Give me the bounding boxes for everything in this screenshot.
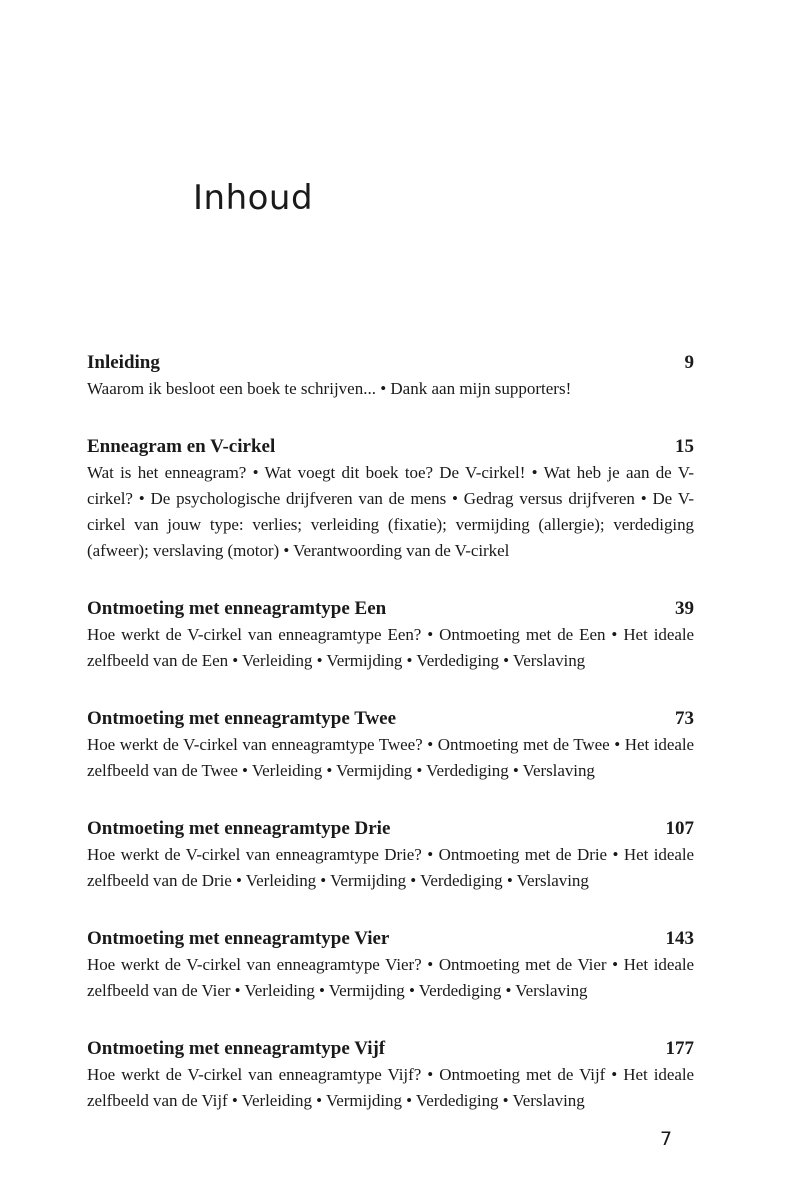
toc-entry-page: 177 bbox=[665, 1038, 694, 1059]
toc-entry-page: 143 bbox=[665, 928, 694, 949]
toc-entry-description: Hoe werkt de V-cirkel van enneagramtype Een? • Ontmoeting met de Een • Het ideale zelfbeeld van de Een • Verleiding • Vermijding • Verdediging • Verslaving bbox=[87, 625, 694, 670]
toc-entry-header bbox=[87, 596, 694, 622]
page-title: Inhoud bbox=[193, 178, 314, 218]
toc-entry-header bbox=[87, 706, 694, 732]
toc-entry-inleiding bbox=[87, 350, 694, 402]
toc-entry-heading: Ontmoeting met enneagramtype Vier bbox=[87, 928, 390, 949]
page-number: 7 bbox=[660, 1128, 673, 1150]
toc-entry-heading: Inleiding bbox=[87, 352, 160, 373]
toc-entry-page: 107 bbox=[665, 818, 694, 839]
toc-entry-enneagram-en-v-cirkel bbox=[87, 434, 694, 564]
toc-entry-description: Waarom ik besloot een boek te schrijven... • Dank aan mijn supporters! bbox=[87, 379, 572, 398]
toc-entry-heading: Ontmoeting met enneagramtype Twee bbox=[87, 708, 397, 729]
toc-entry-heading: Ontmoeting met enneagramtype Drie bbox=[87, 818, 391, 839]
toc-entry-type-een bbox=[87, 596, 694, 674]
toc-entry-description: Hoe werkt de V-cirkel van enneagramtype Vier? • Ontmoeting met de Vier • Het ideale zelfbeeld van de Vier • Verleiding • Vermijding • Verdediging • Verslaving bbox=[87, 955, 694, 1000]
toc-entry-heading: Enneagram en V-cirkel bbox=[87, 436, 276, 457]
toc-entry-type-vier bbox=[87, 926, 694, 1004]
toc-entry-type-drie bbox=[87, 816, 694, 894]
toc-entry-type-twee bbox=[87, 706, 694, 784]
toc-entry-page: 73 bbox=[675, 708, 694, 729]
toc-entry-page: 39 bbox=[675, 598, 694, 619]
toc-entry-page: 15 bbox=[675, 436, 694, 457]
toc-entry-heading: Ontmoeting met enneagramtype Een bbox=[87, 598, 387, 619]
toc-entry-header bbox=[87, 816, 694, 842]
toc-entry-header bbox=[87, 434, 694, 460]
toc-entry-description: Wat is het enneagram? • Wat voegt dit boek toe? De V-cirkel! • Wat heb je aan de V-cirkel? • De psychologische drijfveren van de mens • Gedrag versus drijfveren • De V-cirkel van jouw type: verlies; verleiding (fixatie); vermijding (allergie); verdediging (afweer); verslaving (motor) • Verantwoording van de V-cirkel bbox=[87, 463, 694, 560]
toc-entry-description: Hoe werkt de V-cirkel van enneagramtype Drie? • Ontmoeting met de Drie • Het ideale zelfbeeld van de Drie • Verleiding • Vermijding • Verdediging • Verslaving bbox=[87, 845, 694, 890]
toc-entry-heading: Ontmoeting met enneagramtype Vijf bbox=[87, 1038, 386, 1059]
toc-entry-page: 9 bbox=[684, 352, 694, 373]
toc-entry-header bbox=[87, 350, 694, 376]
toc-entry-description: Hoe werkt de V-cirkel van enneagramtype Twee? • Ontmoeting met de Twee • Het ideale zelfbeeld van de Twee • Verleiding • Vermijding • Verdediging • Verslaving bbox=[87, 735, 694, 780]
toc-entry-header bbox=[87, 1036, 694, 1062]
table-of-contents bbox=[87, 350, 694, 1146]
toc-entry-header bbox=[87, 926, 694, 952]
toc-entry-type-vijf bbox=[87, 1036, 694, 1114]
toc-entry-description: Hoe werkt de V-cirkel van enneagramtype Vijf? • Ontmoeting met de Vijf • Het ideale zelfbeeld van de Vijf • Verleiding • Vermijding • Verdediging • Verslaving bbox=[87, 1065, 694, 1110]
